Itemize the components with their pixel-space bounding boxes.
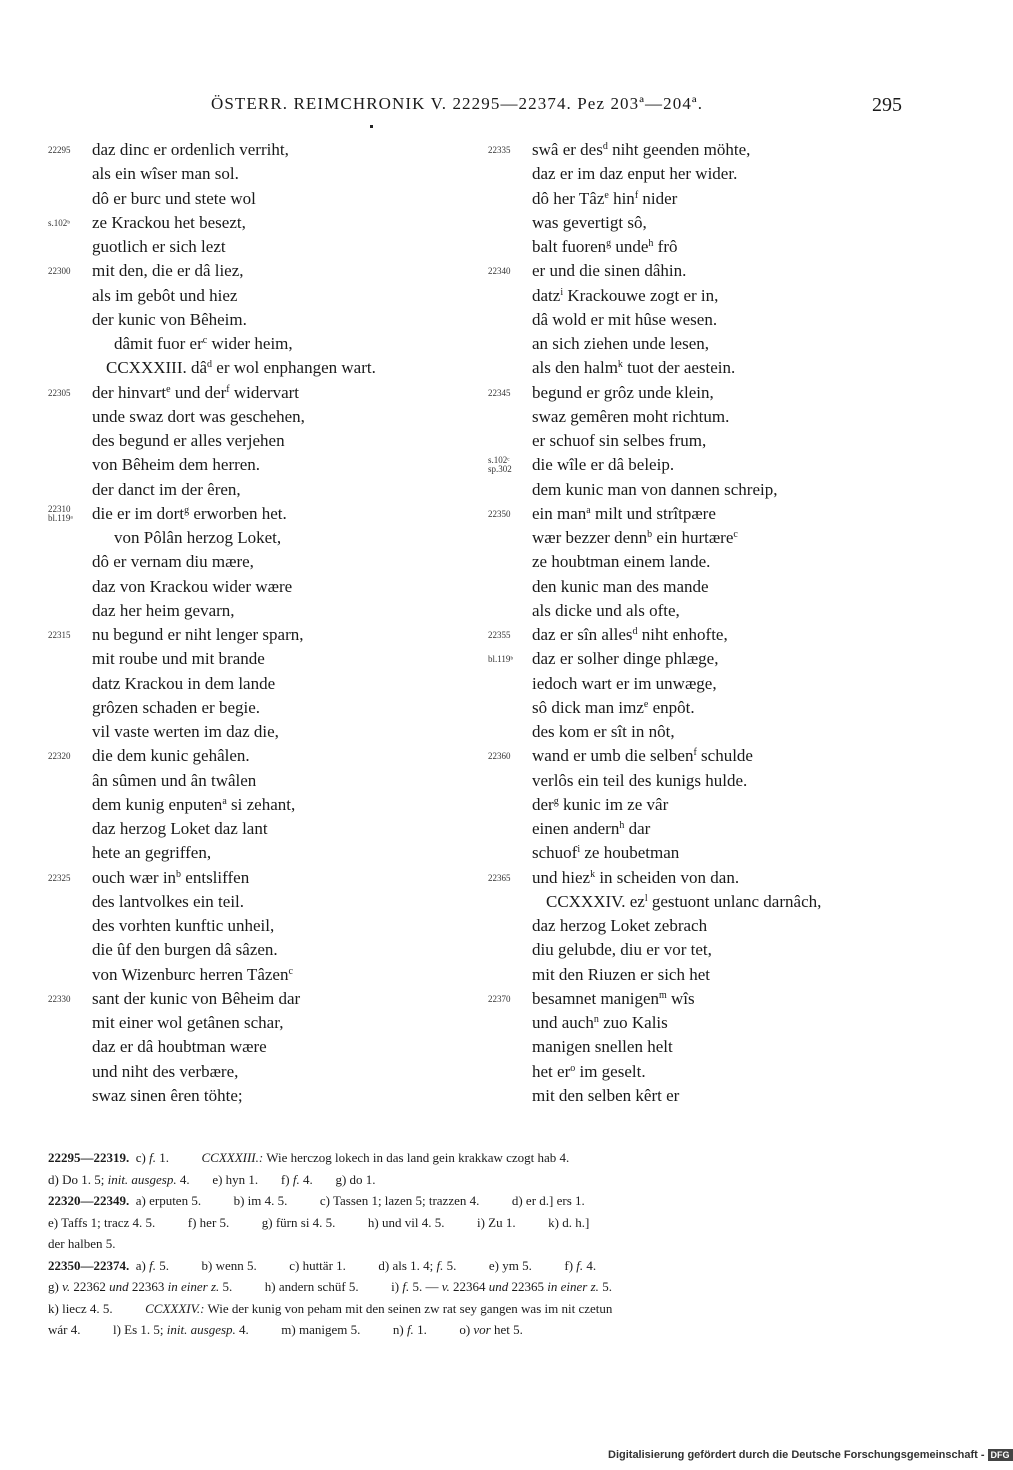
- verse-text: des begund er alles verjehen: [92, 431, 285, 450]
- verse-line: [48, 696, 488, 720]
- verse-line: [488, 696, 928, 720]
- verse-line: [48, 575, 488, 599]
- verse-text: swaz gemêren moht richtum.: [532, 406, 730, 426]
- verse-text: daz er dâ houbtman wære: [92, 1037, 267, 1057]
- line-number: 22345: [488, 387, 511, 398]
- verse-text: daz er im daz enput her wider.: [532, 164, 738, 184]
- verse-text: sant der kunic von Bêheim dar: [92, 988, 301, 1008]
- verse-line: [48, 284, 488, 308]
- line-number: 22350: [488, 508, 511, 519]
- verse-line: [488, 890, 928, 914]
- verse-text: daz von Krackou wider wære: [92, 576, 293, 596]
- verse-line: [488, 938, 928, 962]
- note-line: d) Do 1. 5; init. ausgesp. 4. e) hyn 1. f) f. 4. g) do 1.: [48, 1171, 376, 1187]
- verse-line: [48, 1084, 488, 1108]
- apparatus-notes: [48, 1147, 898, 1341]
- verse-text: daz er sîn alles$^d$ niht enhofte,: [532, 625, 728, 644]
- verse-line: [488, 235, 928, 259]
- verse-text: als den halm$^k$ tuot der aestein.: [532, 358, 736, 378]
- line-number: 22320: [48, 751, 71, 762]
- verse-line: [48, 356, 488, 380]
- verse-line: [48, 672, 488, 696]
- verse-line: [488, 162, 928, 186]
- line-number: 22325: [48, 872, 71, 883]
- verse-text: die ûf den burgen dâ sâzen.: [92, 940, 278, 960]
- verse-text: ouch wær $in^b$ entsliffen: [92, 867, 250, 887]
- verse-text: ze houbtman einem lande.: [532, 552, 711, 572]
- line-number: 22365: [488, 872, 511, 883]
- verse-line: [48, 1035, 488, 1059]
- verse-line: [48, 623, 488, 647]
- verse-line: [48, 211, 488, 235]
- verse-text: der danct im der êren,: [92, 479, 241, 499]
- verse-text: het $er^o$ im geselt.: [532, 1061, 646, 1081]
- verse-line: [488, 672, 928, 696]
- verse-text: besamnet manigen$^m$ wîs: [532, 988, 695, 1008]
- verse-text: des vorhten kunftic unheil,: [92, 916, 275, 935]
- verse-text: und auch$^n$ zuo Kalis: [532, 1013, 668, 1032]
- verse-line: [48, 332, 488, 356]
- verse-text: mit den, die er dâ liez,: [92, 261, 244, 281]
- verse-line: [48, 308, 488, 332]
- line-number: bl.119ᵇ: [488, 654, 514, 665]
- verse-line: [488, 599, 928, 623]
- verse-line: [488, 526, 928, 550]
- verse-text: schuof$^i$ ze houbetman: [532, 843, 680, 863]
- verse-line: [48, 987, 488, 1011]
- verse-line: [48, 187, 488, 211]
- verse-text: wand er umb die selben$^f$ schulde: [532, 746, 753, 766]
- verse-line: [488, 138, 928, 162]
- verse-line: [48, 890, 488, 914]
- verse-text: grôzen schaden er begie.: [92, 697, 261, 717]
- verse-text: daz her heim gevarn,: [92, 600, 235, 620]
- verse-text: mit einer wol getânen schar,: [92, 1013, 284, 1032]
- verse-line: [488, 1035, 928, 1059]
- verse-text: er und die sinen dâhin.: [532, 261, 687, 281]
- verse-line: [488, 793, 928, 817]
- verse-line: [488, 308, 928, 332]
- verse-line: [48, 841, 488, 865]
- verse-text: swâ er des$^d$ niht geenden möhte,: [532, 140, 751, 159]
- verse-line: [48, 963, 488, 987]
- verse-text: von Pôlân herzog Loket,: [114, 528, 282, 547]
- verse-line: [488, 1060, 928, 1084]
- verse-text: von Bêheim dem herren.: [92, 455, 261, 475]
- line-number: 22370: [488, 993, 511, 1004]
- verse-text: vil vaste werten im daz die,: [92, 722, 279, 741]
- verse-text: diu gelubde, diu er vor tet,: [532, 940, 712, 960]
- verse-line: [48, 938, 488, 962]
- verse-line: [488, 623, 928, 647]
- verse-text: nu begund er niht lenger sparn,: [92, 625, 304, 644]
- verse-text: was gevertigt sô,: [532, 212, 647, 232]
- verse-line: [488, 720, 928, 744]
- line-number: s.102ᶜ sp.302: [488, 455, 512, 475]
- verse-text: datz$^i$ Krackouwe zogt er in,: [532, 285, 719, 305]
- verse-line: [48, 647, 488, 671]
- verse-text: iedoch wart er im unwæge,: [532, 673, 717, 693]
- verse-line: [48, 478, 488, 502]
- verse-line: [48, 259, 488, 283]
- page-header: [0, 94, 1000, 120]
- line-number: 22310 bl.119ᵃ: [48, 503, 73, 523]
- verse-text: manigen snellen helt: [532, 1037, 673, 1057]
- verse-line: [488, 769, 928, 793]
- line-number: 22360: [488, 751, 511, 762]
- verse-line: [488, 647, 928, 671]
- right-verse-column: [488, 138, 928, 1108]
- verse-line: [488, 429, 928, 453]
- verse-line: [48, 720, 488, 744]
- verse-line: [48, 1060, 488, 1084]
- verse-line: [48, 405, 488, 429]
- verse-text: dâmit fuor $er^c$ wider heim,: [114, 334, 293, 353]
- verse-text: ein man$^a$ milt und strîtpære: [532, 503, 716, 523]
- verse-text: swaz sinen êren töhte;: [92, 1085, 243, 1105]
- verse-text: dem kunic man von dannen schreip,: [532, 479, 778, 499]
- verse-text: dô er vernam diu mære,: [92, 552, 254, 572]
- verse-text: hete an gegriffen,: [92, 843, 212, 863]
- verse-line: [488, 356, 928, 380]
- verse-line: [48, 550, 488, 574]
- note-line: 22350—22374. a) f. 5. b) wenn 5. c) huttär 1. d) als 1. 4; f. 5. e) ym 5. f) f. 4.: [48, 1257, 597, 1273]
- note-line: g) v. 22362 und 22363 in einer z. 5. h) andern schüf 5. i) f. 5. — v. 22364 und 22365 in einer z. 5.: [48, 1279, 612, 1294]
- line-number: 22305: [48, 387, 71, 398]
- note-line: der halben 5.: [48, 1236, 116, 1251]
- verse-text: dô her Tâz$^e$ hin$^f$ nider: [532, 188, 678, 208]
- verse-text: guotlich er sich lezt: [92, 237, 226, 256]
- verse-line: [48, 429, 488, 453]
- verse-text: datz Krackou in dem lande: [92, 673, 276, 693]
- verse-line: [48, 866, 488, 890]
- running-title: ÖSTERR. REIMCHRONIK V. 22295—22374. Pez 203ª—204ª.: [211, 94, 704, 113]
- verse-line: [488, 478, 928, 502]
- verse-line: [488, 914, 928, 938]
- verse-line: [488, 1084, 928, 1108]
- verse-line: [488, 841, 928, 865]
- note-line: 22320—22349. a) erputen 5. b) im 4. 5. c) Tassen 1; lazen 5; trazzen 4. d) er d.] ers 1.: [48, 1193, 585, 1208]
- verse-line: [488, 550, 928, 574]
- dfg-logo: DFG: [988, 1449, 1013, 1461]
- note-line: 22295—22319. c) f. 1. CCXXXIII.: Wie herczog lokech in das land gein krakkaw czogt hab 4.: [48, 1150, 570, 1165]
- verse-line: [48, 914, 488, 938]
- verse-line: [48, 235, 488, 259]
- line-number: 22335: [488, 145, 511, 155]
- verse-line: [488, 744, 928, 768]
- verse-text: die er im dort$^g$ erworben het.: [92, 503, 287, 523]
- note-line: wár 4. l) Es 1. 5; init. ausgesp. 4. m) manigem 5. n) f. 1. o) vor het 5.: [48, 1322, 523, 1337]
- verse-text: der kunic von Bêheim.: [92, 309, 247, 329]
- verse-line: [488, 1011, 928, 1035]
- verse-text: die wîle er dâ beleip.: [532, 455, 675, 475]
- verse-text: ân sûmen und ân twâlen: [92, 770, 257, 790]
- line-number: 22300: [48, 266, 71, 277]
- verse-line: [488, 817, 928, 841]
- verse-text: den kunic man des mande: [532, 576, 709, 596]
- verse-line: [48, 138, 488, 162]
- verse-text: der$^g$ kunic im ze vâr: [532, 794, 669, 814]
- verse-text: verlôs ein teil des kunigs hulde.: [532, 770, 748, 790]
- verse-line: [488, 575, 928, 599]
- verse-line: [48, 381, 488, 405]
- note-line: k) liecz 4. 5. CCXXXIV.: Wie der kunig von peham mit den seinen zw rat sey gangen was im nit czetun: [48, 1300, 613, 1316]
- note-line: e) Taffs 1; tracz 4. 5. f) her 5. g) fürn si 4. 5. h) und vil 4. 5. i) Zu 1. k) d. h.]: [48, 1214, 590, 1230]
- page-number: 295: [872, 94, 902, 116]
- left-verse-column: [48, 138, 488, 1108]
- verse-line: [48, 526, 488, 550]
- verse-line: [48, 1011, 488, 1035]
- verse-text: einen andern$^h$ dar: [532, 819, 651, 838]
- verse-text: mit den selben kêrt er: [532, 1085, 680, 1105]
- verse-text: balt fuoren$^g$ unde$^h$ frô: [532, 237, 678, 256]
- verse-line: [488, 866, 928, 890]
- verse-text: als ein wîser man sol.: [92, 164, 239, 184]
- footer-text: Digitalisierung gefördert durch die Deutsche Forschungsgemeinschaft -: [608, 1449, 985, 1461]
- verse-text: begund er grôz unde klein,: [532, 382, 714, 402]
- line-number: 22330: [48, 993, 71, 1004]
- verse-line: [488, 502, 928, 526]
- verse-text: mit den Riuzen er sich het: [532, 964, 710, 984]
- funding-footer: [608, 1449, 1013, 1461]
- verse-line: [488, 381, 928, 405]
- verse-line: [48, 793, 488, 817]
- line-number: 22315: [48, 630, 71, 640]
- verse-text: daz er solher dinge phlæge,: [532, 649, 719, 669]
- verse-line: [488, 259, 928, 283]
- verse-text: des kom er sît in nôt,: [532, 722, 675, 741]
- verse-text: die dem kunic gehâlen.: [92, 746, 250, 766]
- verse-text: ze Krackou het besezt,: [92, 212, 246, 232]
- verse-line: [488, 332, 928, 356]
- verse-line: [48, 502, 488, 526]
- verse-text: der hinvart$^e$ und der$^f$ widervart: [92, 382, 300, 402]
- verse-line: [488, 405, 928, 429]
- verse-text: mit roube und mit brande: [92, 649, 265, 669]
- verse-text: sô dick man imz$^e$ enpôt.: [532, 697, 695, 717]
- verse-line: [488, 453, 928, 477]
- verse-line: [48, 453, 488, 477]
- verse-text: dô er burc und stete wol: [92, 188, 256, 208]
- verse-text: unde swaz dort was geschehen,: [92, 406, 305, 426]
- verse-text: er schuof sin selbes frum,: [532, 431, 707, 450]
- verse-text: daz herzog Loket daz lant: [92, 819, 268, 838]
- verse-line: [48, 817, 488, 841]
- ink-dot: [370, 125, 373, 128]
- verse-line: [48, 744, 488, 768]
- verse-line: [48, 769, 488, 793]
- verse-line: [488, 284, 928, 308]
- verse-text: an sich ziehen unde lesen,: [532, 334, 710, 353]
- verse-text: von Wizenburc herren Tâzen$^c$: [92, 964, 293, 984]
- verse-line: [48, 599, 488, 623]
- line-number: 22340: [488, 266, 511, 277]
- verse-text: als dicke und als ofte,: [532, 600, 680, 620]
- verse-text: wær bezzer denn$^b$ ein hurtære$^c$: [532, 528, 738, 547]
- verse-text: CCXXXIII. $dâ^d$ er wol enphangen wart.: [106, 358, 376, 378]
- verse-line: [488, 987, 928, 1011]
- verse-text: des lantvolkes ein teil.: [92, 891, 245, 911]
- verse-text: CCXXXIV. $ez^l$ gestuont unlanc darnâch,: [546, 891, 822, 911]
- verse-text: dâ wold er mit hûse wesen.: [532, 309, 718, 329]
- verse-line: [48, 162, 488, 186]
- verse-text: daz herzog Loket zebrach: [532, 916, 708, 935]
- verse-line: [488, 187, 928, 211]
- verse-text: und hiez$^k$ in scheiden von dan.: [532, 867, 740, 887]
- verse-text: und niht des verbære,: [92, 1061, 239, 1081]
- verse-line: [488, 963, 928, 987]
- verse-line: [488, 211, 928, 235]
- verse-text: als im gebôt und hiez: [92, 285, 238, 305]
- line-number: 22355: [488, 630, 511, 640]
- verse-text: dem kunig enputen$^a$ si zehant,: [92, 794, 296, 814]
- verse-text: daz dinc er ordenlich verriht,: [92, 140, 289, 159]
- line-number: s.102ᵇ: [48, 217, 71, 228]
- line-number: 22295: [48, 145, 71, 155]
